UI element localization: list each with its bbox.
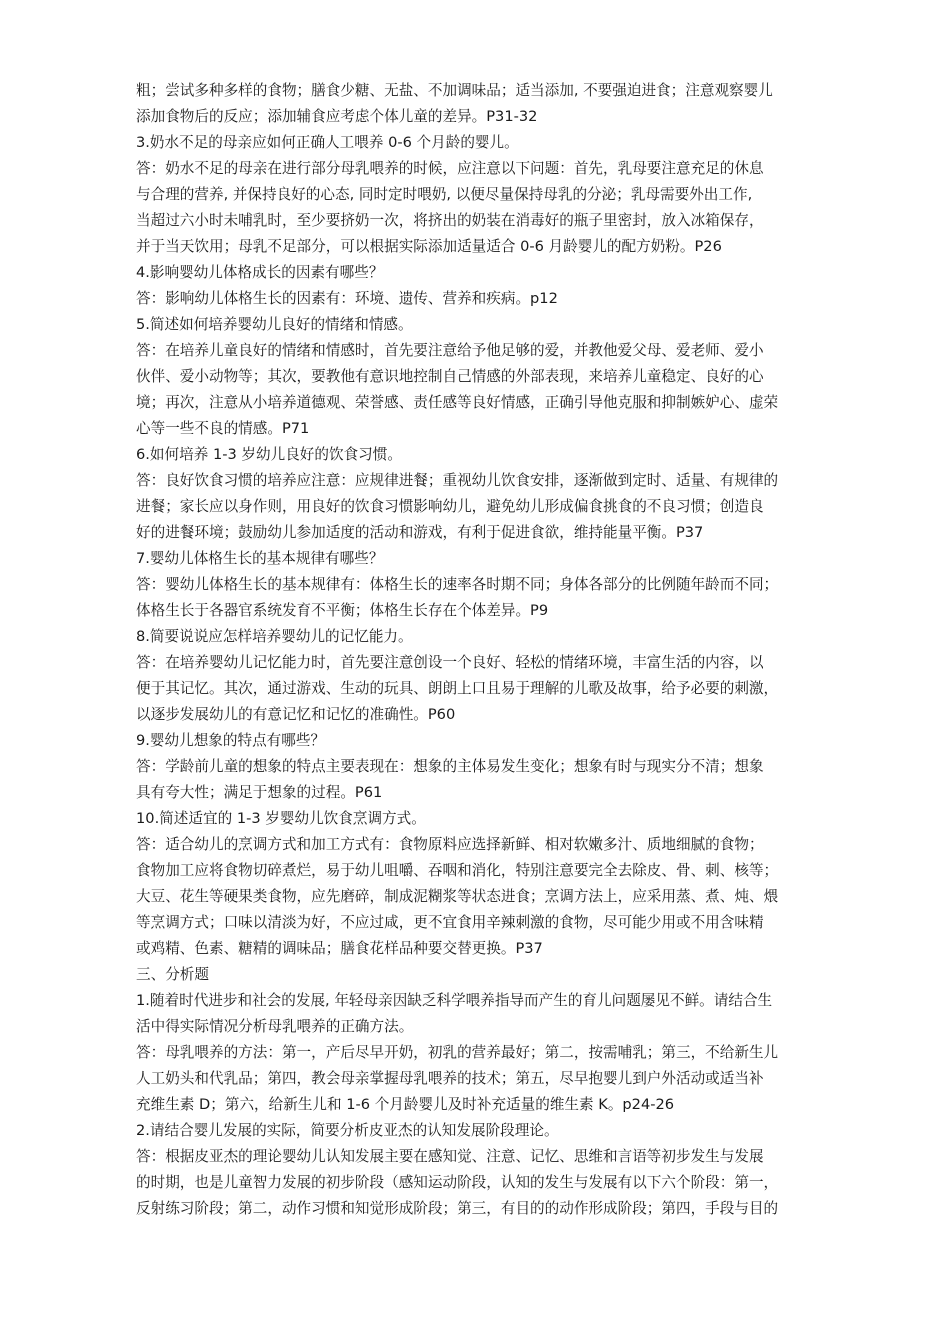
answer-line: 答：良好饮食习惯的培养应注意：应规律进餐；重视幼儿饮食安排，逐渐做到定时、适量、有规律的 bbox=[136, 472, 779, 489]
question-heading: 1.随着时代进步和社会的发展, 年轻母亲因缺乏科学喂养指导而产生的育儿问题屡见不鲜。请结合生 bbox=[136, 992, 773, 1009]
text-line: 大豆、花生等硬果类食物，应先磨碎，制成泥糊浆等状态进食；烹调方法上，应采用蒸、煮、炖、煨 bbox=[136, 888, 779, 905]
question-heading: 3.奶水不足的母亲应如何正确人工喂养 0-6 个月龄的婴儿。 bbox=[136, 134, 519, 151]
text-line: 的时期，也是儿童智力发展的初步阶段（感知运动阶段，认知的发生与发展有以下六个阶段：第一， bbox=[136, 1174, 779, 1191]
question-heading: 4.影响婴幼儿体格成长的因素有哪些？ bbox=[136, 264, 384, 281]
answer-line: 答：影响幼儿体格生长的因素有：环境、遗传、营养和疾病。p12 bbox=[136, 290, 558, 307]
document-body bbox=[136, 78, 882, 1222]
text-line: 活中得实际情况分析母乳喂养的正确方法。 bbox=[136, 1018, 414, 1035]
question-heading: 8.简要说说应怎样培养婴幼儿的记忆能力。 bbox=[136, 628, 413, 645]
question-heading: 2.请结合婴儿发展的实际，简要分析皮亚杰的认知发展阶段理论。 bbox=[136, 1122, 559, 1139]
question-heading: 9.婴幼儿想象的特点有哪些？ bbox=[136, 732, 326, 749]
text-line: 并于当天饮用；母乳不足部分，可以根据实际添加适量适合 0-6 月龄婴儿的配方奶粉。P26 bbox=[136, 238, 722, 255]
answer-line: 答：根据皮亚杰的理论婴幼儿认知发展主要在感知觉、注意、记忆、思维和言语等初步发生与发展 bbox=[136, 1148, 764, 1165]
question-heading: 7.婴幼儿体格生长的基本规律有哪些？ bbox=[136, 550, 384, 567]
text-line: 添加食物后的反应；添加辅食应考虑个体儿童的差异。P31-32 bbox=[136, 108, 538, 125]
answer-line: 答：在培养婴幼儿记忆能力时，首先要注意创设一个良好、轻松的情绪环境，丰富生活的内容，以 bbox=[136, 654, 764, 671]
text-line: 具有夸大性；满足于想象的过程。P61 bbox=[136, 784, 383, 801]
answer-line: 答：母乳喂养的方法：第一，产后尽早开奶，初乳的营养最好；第二，按需哺乳；第三，不给新生儿 bbox=[136, 1044, 779, 1061]
text-line: 食物加工应将食物切碎煮烂，易于幼儿咀嚼、吞咽和消化，特别注意要完全去除皮、骨、刺、核等； bbox=[136, 862, 779, 879]
text-line: 伙伴、爱小动物等；其次，要教他有意识地控制自己情感的外部表现，来培养儿童稳定、良好的心 bbox=[136, 368, 764, 385]
question-heading: 5.简述如何培养婴幼儿良好的情绪和情感。 bbox=[136, 316, 413, 333]
answer-line: 答：婴幼儿体格生长的基本规律有：体格生长的速率各时期不同；身体各部分的比例随年龄而不同； bbox=[136, 576, 779, 593]
text-line: 心等一些不良的情感。P71 bbox=[136, 420, 310, 437]
text-line: 或鸡精、色素、糖精的调味品；膳食花样品种要交替更换。P37 bbox=[136, 940, 543, 957]
text-line: 当超过六小时未哺乳时，至少要挤奶一次，将挤出的奶装在消毒好的瓶子里密封，放入冰箱保存， bbox=[136, 212, 764, 229]
text-line: 充维生素 D；第六，给新生儿和 1-6 个月龄婴儿及时补充适量的维生素 K。p24-26 bbox=[136, 1096, 675, 1113]
text-line: 人工奶头和代乳品；第四，教会母亲掌握母乳喂养的技术；第五，尽早抱婴儿到户外活动或适当补 bbox=[136, 1070, 764, 1087]
section-heading: 三、分析题 bbox=[136, 966, 209, 983]
text-line: 好的进餐环境；鼓励幼儿参加适度的活动和游戏，有利于促进食欲，维持能量平衡。P37 bbox=[136, 524, 704, 541]
answer-line: 答：学龄前儿童的想象的特点主要表现在：想象的主体易发生变化；想象有时与现实分不清；想象 bbox=[136, 758, 764, 775]
text-line: 反射练习阶段；第二，动作习惯和知觉形成阶段；第三，有目的的动作形成阶段；第四，手段与目的 bbox=[136, 1200, 779, 1217]
text-line: 粗；尝试多种多样的食物；膳食少糖、无盐、不加调味品；适当添加, 不要强迫进食；注意观察婴儿 bbox=[136, 82, 773, 99]
text-line: 等烹调方式；口味以清淡为好，不应过咸，更不宜食用辛辣刺激的食物，尽可能少用或不用含味精 bbox=[136, 914, 764, 931]
text-line: 以逐步发展幼儿的有意记忆和记忆的准确性。P60 bbox=[136, 706, 456, 723]
question-heading: 6.如何培养 1-3 岁幼儿良好的饮食习惯。 bbox=[136, 446, 402, 463]
answer-line: 答：在培养儿童良好的情绪和情感时，首先要注意给予他足够的爱，并教他爱父母、爱老师、爱小 bbox=[136, 342, 764, 359]
answer-line: 答：奶水不足的母亲在进行部分母乳喂养的时候，应注意以下问题：首先，乳母要注意充足的休息 bbox=[136, 160, 764, 177]
answer-line: 答：适合幼儿的烹调方式和加工方式有：食物原料应选择新鲜、相对软嫩多汁、质地细腻的食物； bbox=[136, 836, 764, 853]
text-line: 便于其记忆。其次，通过游戏、生动的玩具、朗朗上口且易于理解的儿歌及故事，给予必要的刺激， bbox=[136, 680, 779, 697]
text-line: 体格生长于各器官系统发育不平衡；体格生长存在个体差异。P9 bbox=[136, 602, 549, 619]
question-heading: 10.简述适宜的 1-3 岁婴幼儿饮食烹调方式。 bbox=[136, 810, 426, 827]
text-line: 与合理的营养, 并保持良好的心态, 同时定时喂奶, 以便尽量保持母乳的分泌；乳母需要外出工作, bbox=[136, 186, 753, 203]
text-line: 进餐；家长应以身作则，用良好的饮食习惯影响幼儿，避免幼儿形成偏食挑食的不良习惯；创造良 bbox=[136, 498, 764, 515]
text-line: 境；再次，注意从小培养道德观、荣誉感、责任感等良好情感，正确引导他克服和抑制嫉妒心、虚荣 bbox=[136, 394, 779, 411]
